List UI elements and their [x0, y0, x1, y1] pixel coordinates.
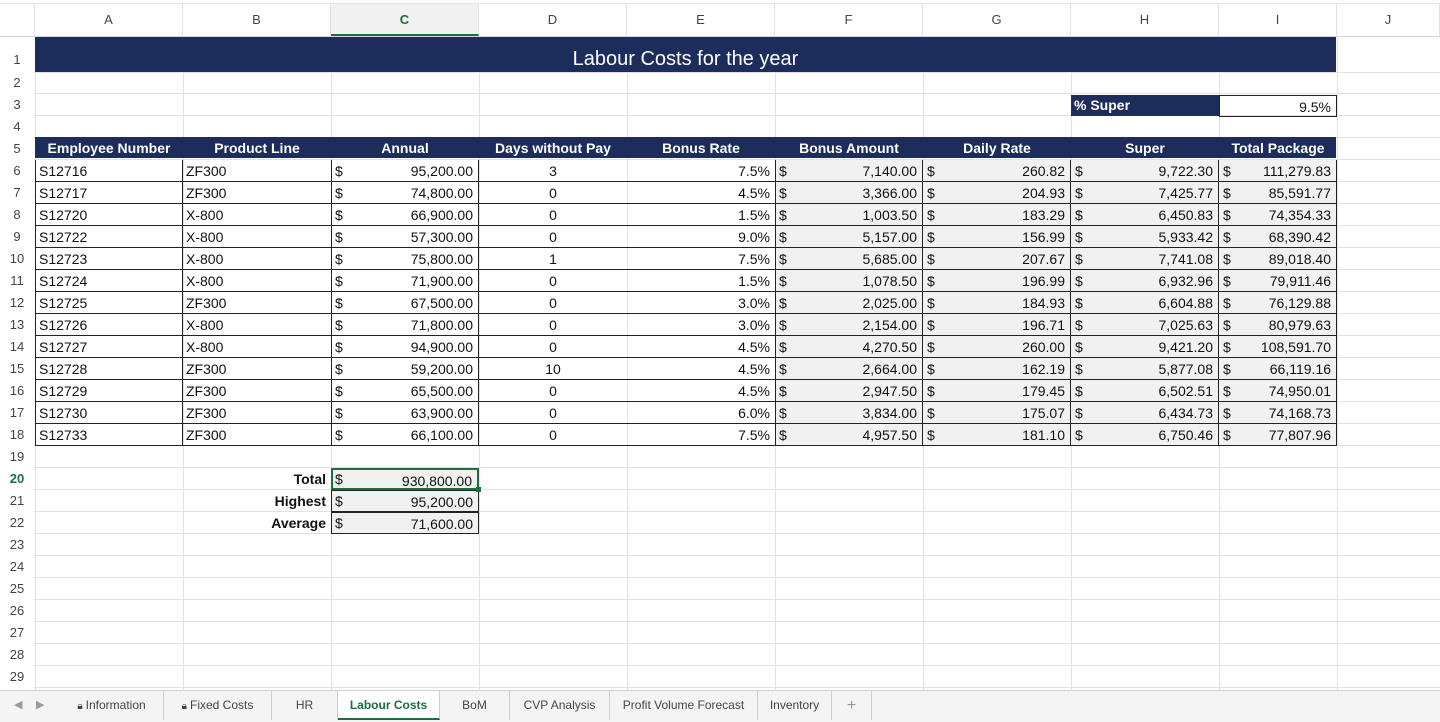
- employee-number-cell[interactable]: S12723: [35, 248, 183, 270]
- annual-cell[interactable]: 67,500.00: [331, 292, 479, 314]
- column-header-i[interactable]: I: [1219, 4, 1337, 36]
- next-sheet-arrow-icon[interactable]: ▶: [36, 699, 45, 711]
- currency-sign: $: [1223, 361, 1231, 377]
- super-label[interactable]: % Super: [1071, 95, 1219, 116]
- row-header-4[interactable]: 4: [13, 119, 21, 134]
- product-line-cell[interactable]: X-800: [183, 248, 331, 270]
- row-header-23[interactable]: 23: [9, 537, 25, 552]
- column-header-j[interactable]: J: [1337, 4, 1440, 36]
- row-header-10[interactable]: 10: [9, 251, 25, 266]
- gridline: [34, 599, 1440, 600]
- daily-rate-cell[interactable]: 260.00: [923, 336, 1071, 358]
- total-package-cell[interactable]: 74,950.01: [1219, 380, 1337, 402]
- summary-value-cell[interactable]: 71,600.00: [331, 512, 479, 534]
- employee-number-cell[interactable]: S12725: [35, 292, 183, 314]
- summary-value-cell[interactable]: 95,200.00: [331, 490, 479, 512]
- currency-sign: $: [335, 317, 343, 333]
- days-without-pay-cell[interactable]: 0: [479, 226, 627, 248]
- super-cell[interactable]: 7,741.08: [1071, 248, 1219, 270]
- employee-number-cell[interactable]: S12727: [35, 336, 183, 358]
- currency-sign: $: [1075, 405, 1083, 421]
- gridline: [34, 72, 1440, 73]
- row-header-28[interactable]: 28: [9, 647, 25, 662]
- bonus-amount-cell[interactable]: 5,157.00: [775, 226, 923, 248]
- days-without-pay-cell[interactable]: 0: [479, 292, 627, 314]
- lock-icon: 🔒︎: [77, 701, 83, 712]
- currency-sign: $: [779, 229, 787, 245]
- fill-handle[interactable]: [476, 487, 481, 492]
- product-line-cell[interactable]: X-800: [183, 314, 331, 336]
- total-package-cell[interactable]: 74,168.73: [1219, 402, 1337, 424]
- summary-value-cell[interactable]: 930,800.00: [331, 468, 479, 490]
- currency-sign: $: [1223, 229, 1231, 245]
- currency-sign: $: [1075, 163, 1083, 179]
- days-without-pay-cell[interactable]: 0: [479, 204, 627, 226]
- currency-sign: $: [927, 317, 935, 333]
- bonus-rate-cell[interactable]: 3.0%: [627, 314, 775, 336]
- currency-sign: $: [335, 273, 343, 289]
- sheet-tab-label: Information: [85, 698, 146, 712]
- currency-sign: $: [779, 163, 787, 179]
- currency-sign: $: [1075, 383, 1083, 399]
- row-header-8[interactable]: 8: [13, 207, 21, 222]
- currency-sign: $: [1223, 405, 1231, 421]
- header-3[interactable]: Days without Pay: [495, 140, 611, 156]
- currency-sign: $: [927, 361, 935, 377]
- currency-sign: $: [779, 339, 787, 355]
- total-package-cell[interactable]: 89,018.40: [1219, 248, 1337, 270]
- currency-sign: $: [1075, 339, 1083, 355]
- currency-sign: $: [1223, 273, 1231, 289]
- currency-sign: $: [1223, 383, 1231, 399]
- total-package-cell[interactable]: 77,807.96: [1219, 424, 1337, 446]
- row-header-21[interactable]: 21: [9, 493, 25, 508]
- super-cell[interactable]: 5,877.08: [1071, 358, 1219, 380]
- bonus-amount-cell[interactable]: 5,685.00: [775, 248, 923, 270]
- currency-sign: $: [1075, 229, 1083, 245]
- currency-sign: $: [1075, 317, 1083, 333]
- currency-sign: $: [927, 229, 935, 245]
- sheet-tab-labour-costs[interactable]: Labour Costs: [338, 691, 440, 720]
- total-package-cell[interactable]: 111,279.83: [1219, 160, 1337, 182]
- bonus-amount-cell[interactable]: 7,140.00: [775, 160, 923, 182]
- bonus-rate-cell[interactable]: 3.0%: [627, 292, 775, 314]
- bonus-rate-cell[interactable]: 6.0%: [627, 402, 775, 424]
- currency-sign: $: [927, 427, 935, 443]
- sheet-title[interactable]: Labour Costs for the year: [35, 37, 1336, 72]
- summary-label: Total: [293, 471, 326, 487]
- bonus-amount-cell[interactable]: 1,078.50: [775, 270, 923, 292]
- column-header-e[interactable]: E: [627, 4, 775, 36]
- total-package-cell[interactable]: 85,591.77: [1219, 182, 1337, 204]
- total-package-cell[interactable]: 79,911.46: [1219, 270, 1337, 292]
- super-cell[interactable]: 7,025.63: [1071, 314, 1219, 336]
- column-header-bar: [0, 3, 1440, 37]
- product-line-cell[interactable]: ZF300: [183, 292, 331, 314]
- currency-sign: $: [335, 515, 343, 531]
- summary-label: Average: [271, 515, 326, 531]
- bonus-rate-cell[interactable]: 9.0%: [627, 226, 775, 248]
- currency-sign: $: [779, 361, 787, 377]
- daily-rate-cell[interactable]: 196.71: [923, 314, 1071, 336]
- product-line-cell[interactable]: X-800: [183, 270, 331, 292]
- currency-sign: $: [1223, 185, 1231, 201]
- sheet-tab-label: Fixed Costs: [189, 698, 254, 712]
- header-2[interactable]: Annual: [381, 140, 429, 156]
- bonus-amount-cell[interactable]: 3,834.00: [775, 402, 923, 424]
- column-header-b[interactable]: B: [183, 4, 331, 36]
- row-header-1[interactable]: 1: [13, 52, 21, 67]
- row-header-2[interactable]: 2: [13, 75, 21, 90]
- total-package-cell[interactable]: 74,354.33: [1219, 204, 1337, 226]
- annual-cell[interactable]: 74,800.00: [331, 182, 479, 204]
- bonus-amount-cell[interactable]: 2,025.00: [775, 292, 923, 314]
- bonus-rate-cell[interactable]: 1.5%: [627, 204, 775, 226]
- column-header-f[interactable]: F: [775, 4, 923, 36]
- row-header-14[interactable]: 14: [9, 339, 25, 354]
- total-package-cell[interactable]: 108,591.70: [1219, 336, 1337, 358]
- days-without-pay-cell[interactable]: 3: [479, 160, 627, 182]
- header-5[interactable]: Bonus Amount: [799, 140, 899, 156]
- row-header-22[interactable]: 22: [9, 515, 25, 530]
- row-header-13[interactable]: 13: [9, 317, 25, 332]
- daily-rate-cell[interactable]: 162.19: [923, 358, 1071, 380]
- column-header-a[interactable]: A: [35, 4, 183, 36]
- product-line-cell[interactable]: ZF300: [183, 424, 331, 446]
- annual-cell[interactable]: 57,300.00: [331, 226, 479, 248]
- super-cell[interactable]: 6,434.73: [1071, 402, 1219, 424]
- employee-number-cell[interactable]: S12720: [35, 204, 183, 226]
- currency-sign: $: [927, 383, 935, 399]
- currency-sign: $: [927, 251, 935, 267]
- row-header-17[interactable]: 17: [9, 405, 25, 420]
- daily-rate-cell[interactable]: 181.10: [923, 424, 1071, 446]
- daily-rate-cell[interactable]: 184.93: [923, 292, 1071, 314]
- gridline: [34, 687, 1440, 688]
- header-7[interactable]: Super: [1125, 140, 1165, 156]
- header-4[interactable]: Bonus Rate: [662, 140, 740, 156]
- bonus-amount-cell[interactable]: 2,947.50: [775, 380, 923, 402]
- total-package-cell[interactable]: 80,979.63: [1219, 314, 1337, 336]
- currency-sign: $: [927, 163, 935, 179]
- currency-sign: $: [927, 185, 935, 201]
- sheet-tab-hr[interactable]: HR: [272, 691, 338, 720]
- header-1[interactable]: Product Line: [214, 140, 300, 156]
- annual-cell[interactable]: 71,800.00: [331, 314, 479, 336]
- row-header-20[interactable]: 20: [9, 471, 25, 486]
- daily-rate-cell[interactable]: 207.67: [923, 248, 1071, 270]
- column-header-d[interactable]: D: [479, 4, 627, 36]
- currency-sign: $: [335, 251, 343, 267]
- bonus-rate-cell[interactable]: 4.5%: [627, 380, 775, 402]
- daily-rate-cell[interactable]: 196.99: [923, 270, 1071, 292]
- daily-rate-cell[interactable]: 183.29: [923, 204, 1071, 226]
- currency-sign: $: [927, 405, 935, 421]
- employee-number-cell[interactable]: S12722: [35, 226, 183, 248]
- employee-number-cell[interactable]: S12729: [35, 380, 183, 402]
- gridline: [34, 621, 1440, 622]
- currency-sign: $: [1075, 207, 1083, 223]
- currency-sign: $: [1223, 163, 1231, 179]
- product-line-cell[interactable]: X-800: [183, 204, 331, 226]
- sheet-tab-information[interactable]: [60, 691, 164, 720]
- sheet-tab-bom[interactable]: BoM: [440, 691, 510, 720]
- daily-rate-cell[interactable]: 204.93: [923, 182, 1071, 204]
- super-cell[interactable]: 6,604.88: [1071, 292, 1219, 314]
- row-header-3[interactable]: 3: [13, 97, 21, 112]
- bonus-amount-cell[interactable]: 2,154.00: [775, 314, 923, 336]
- currency-sign: $: [779, 405, 787, 421]
- super-cell[interactable]: 6,450.83: [1071, 204, 1219, 226]
- currency-sign: $: [335, 163, 343, 179]
- currency-sign: $: [335, 295, 343, 311]
- header-6[interactable]: Daily Rate: [963, 140, 1031, 156]
- bonus-rate-cell[interactable]: 7.5%: [627, 160, 775, 182]
- row-header-19[interactable]: 19: [9, 449, 25, 464]
- currency-sign: $: [1075, 361, 1083, 377]
- annual-cell[interactable]: 63,900.00: [331, 402, 479, 424]
- employee-number-cell[interactable]: S12733: [35, 424, 183, 446]
- header-0[interactable]: Employee Number: [47, 140, 171, 156]
- days-without-pay-cell[interactable]: 1: [479, 248, 627, 270]
- currency-sign: $: [335, 471, 343, 487]
- sheet-tab-fixed-costs[interactable]: [164, 691, 272, 720]
- days-without-pay-cell[interactable]: 0: [479, 182, 627, 204]
- bonus-amount-cell[interactable]: 4,270.50: [775, 336, 923, 358]
- daily-rate-cell[interactable]: 260.82: [923, 160, 1071, 182]
- currency-sign: $: [1223, 251, 1231, 267]
- currency-sign: $: [335, 405, 343, 421]
- row-header-29[interactable]: 29: [9, 669, 25, 684]
- header-8[interactable]: Total Package: [1231, 140, 1325, 156]
- row-header-9[interactable]: 9: [13, 229, 21, 244]
- summary-label: Highest: [274, 493, 326, 509]
- currency-sign: $: [1223, 339, 1231, 355]
- employee-number-cell[interactable]: S12730: [35, 402, 183, 424]
- row-header-26[interactable]: 26: [9, 603, 25, 618]
- super-cell[interactable]: 5,933.42: [1071, 226, 1219, 248]
- bonus-amount-cell[interactable]: 3,366.00: [775, 182, 923, 204]
- product-line-cell[interactable]: ZF300: [183, 402, 331, 424]
- row-header-5[interactable]: 5: [13, 141, 21, 156]
- days-without-pay-cell[interactable]: 0: [479, 270, 627, 292]
- row-header-12[interactable]: 12: [9, 295, 25, 310]
- row-header-16[interactable]: 16: [9, 383, 25, 398]
- currency-sign: $: [779, 207, 787, 223]
- employee-number-cell[interactable]: S12717: [35, 182, 183, 204]
- employee-number-cell[interactable]: S12726: [35, 314, 183, 336]
- annual-cell[interactable]: 66,100.00: [331, 424, 479, 446]
- row-header-6[interactable]: 6: [13, 163, 21, 178]
- lock-icon: 🔒︎: [181, 701, 187, 712]
- currency-sign: $: [779, 185, 787, 201]
- super-cell[interactable]: 6,502.51: [1071, 380, 1219, 402]
- row-header-11[interactable]: 11: [10, 273, 24, 288]
- row-header-25[interactable]: 25: [9, 581, 25, 596]
- annual-cell[interactable]: 66,900.00: [331, 204, 479, 226]
- bonus-rate-cell[interactable]: 7.5%: [627, 424, 775, 446]
- bonus-amount-cell[interactable]: 1,003.50: [775, 204, 923, 226]
- row-header-15[interactable]: 15: [9, 361, 25, 376]
- daily-rate-cell[interactable]: 179.45: [923, 380, 1071, 402]
- bonus-rate-cell[interactable]: 4.5%: [627, 358, 775, 380]
- total-package-cell[interactable]: 66,119.16: [1219, 358, 1337, 380]
- product-line-cell[interactable]: X-800: [183, 226, 331, 248]
- currency-sign: $: [779, 251, 787, 267]
- sheet-tab-bar: [0, 690, 1440, 722]
- annual-cell[interactable]: 65,500.00: [331, 380, 479, 402]
- employee-number-cell[interactable]: S12724: [35, 270, 183, 292]
- currency-sign: $: [1075, 185, 1083, 201]
- gridline: [34, 665, 1440, 666]
- row-header-24[interactable]: 24: [9, 559, 25, 574]
- super-cell[interactable]: 9,421.20: [1071, 336, 1219, 358]
- employee-number-cell[interactable]: S12728: [35, 358, 183, 380]
- currency-sign: $: [335, 383, 343, 399]
- gridline: [34, 577, 1440, 578]
- product-line-cell[interactable]: X-800: [183, 336, 331, 358]
- sheet-tab-profit-volume-forecast[interactable]: Profit Volume Forecast: [610, 691, 758, 720]
- currency-sign: $: [779, 317, 787, 333]
- bonus-rate-cell[interactable]: 7.5%: [627, 248, 775, 270]
- annual-cell[interactable]: 94,900.00: [331, 336, 479, 358]
- currency-sign: $: [779, 295, 787, 311]
- super-cell[interactable]: 6,932.96: [1071, 270, 1219, 292]
- days-without-pay-cell[interactable]: 0: [479, 402, 627, 424]
- days-without-pay-cell[interactable]: 0: [479, 336, 627, 358]
- super-cell[interactable]: 9,722.30: [1071, 160, 1219, 182]
- employee-number-cell[interactable]: S12716: [35, 160, 183, 182]
- row-header-7[interactable]: 7: [13, 185, 21, 200]
- column-header-h[interactable]: H: [1071, 4, 1219, 36]
- bonus-rate-cell[interactable]: 4.5%: [627, 336, 775, 358]
- super-value-cell[interactable]: 9.5%: [1219, 95, 1337, 117]
- annual-cell[interactable]: 75,800.00: [331, 248, 479, 270]
- gridline: [1337, 36, 1338, 690]
- currency-sign: $: [335, 207, 343, 223]
- super-cell[interactable]: 6,750.46: [1071, 424, 1219, 446]
- currency-sign: $: [335, 185, 343, 201]
- product-line-cell[interactable]: ZF300: [183, 380, 331, 402]
- total-package-cell[interactable]: 76,129.88: [1219, 292, 1337, 314]
- currency-sign: $: [335, 361, 343, 377]
- column-header-c[interactable]: C: [331, 4, 479, 36]
- sheet-tab-cvp-analysis[interactable]: CVP Analysis: [510, 691, 610, 720]
- currency-sign: $: [1075, 427, 1083, 443]
- gridline: [34, 643, 1440, 644]
- column-header-g[interactable]: G: [923, 4, 1071, 36]
- row-header-27[interactable]: 27: [9, 625, 25, 640]
- product-line-cell[interactable]: ZF300: [183, 182, 331, 204]
- currency-sign: $: [335, 493, 343, 509]
- currency-sign: $: [779, 273, 787, 289]
- currency-sign: $: [335, 229, 343, 245]
- gridline: [34, 93, 1440, 94]
- days-without-pay-cell[interactable]: 0: [479, 314, 627, 336]
- currency-sign: $: [335, 339, 343, 355]
- currency-sign: $: [927, 295, 935, 311]
- currency-sign: $: [1223, 427, 1231, 443]
- currency-sign: $: [927, 207, 935, 223]
- currency-sign: $: [1075, 295, 1083, 311]
- annual-cell[interactable]: 71,900.00: [331, 270, 479, 292]
- total-package-cell[interactable]: 68,390.42: [1219, 226, 1337, 248]
- currency-sign: $: [779, 427, 787, 443]
- days-without-pay-cell[interactable]: 10: [479, 358, 627, 380]
- daily-rate-cell[interactable]: 156.99: [923, 226, 1071, 248]
- bonus-rate-cell[interactable]: 4.5%: [627, 182, 775, 204]
- bonus-amount-cell[interactable]: 4,957.50: [775, 424, 923, 446]
- row-header-18[interactable]: 18: [9, 427, 25, 442]
- select-all-corner[interactable]: [0, 4, 35, 36]
- annual-cell[interactable]: 59,200.00: [331, 358, 479, 380]
- currency-sign: $: [927, 273, 935, 289]
- sheet-tab-inventory[interactable]: Inventory: [758, 691, 832, 720]
- currency-sign: $: [335, 427, 343, 443]
- days-without-pay-cell[interactable]: 0: [479, 424, 627, 446]
- daily-rate-cell[interactable]: 175.07: [923, 402, 1071, 424]
- currency-sign: $: [927, 339, 935, 355]
- prev-sheet-arrow-icon[interactable]: ◀: [14, 699, 23, 711]
- gridline: [34, 555, 1440, 556]
- product-line-cell[interactable]: ZF300: [183, 160, 331, 182]
- days-without-pay-cell[interactable]: 0: [479, 380, 627, 402]
- currency-sign: $: [1223, 317, 1231, 333]
- currency-sign: $: [779, 383, 787, 399]
- bonus-amount-cell[interactable]: 2,664.00: [775, 358, 923, 380]
- currency-sign: $: [1223, 207, 1231, 223]
- bonus-rate-cell[interactable]: 1.5%: [627, 270, 775, 292]
- currency-sign: $: [1223, 295, 1231, 311]
- add-sheet-button[interactable]: +: [832, 691, 872, 720]
- annual-cell[interactable]: 95,200.00: [331, 160, 479, 182]
- product-line-cell[interactable]: ZF300: [183, 358, 331, 380]
- currency-sign: $: [1075, 273, 1083, 289]
- super-cell[interactable]: 7,425.77: [1071, 182, 1219, 204]
- currency-sign: $: [1075, 251, 1083, 267]
